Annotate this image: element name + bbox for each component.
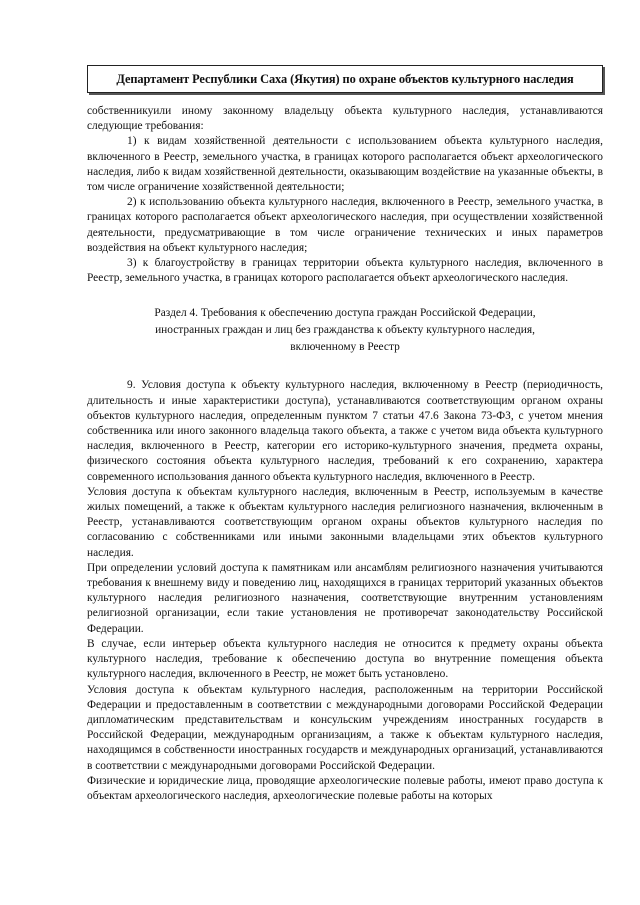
- paragraph-religious-access: Условия доступа к объектам культурного наследия, включенным в Реестр, используемым в качестве жилых помещений, а также к объектам культурного наследия религиозного назначения, включенным в Реестр, устанавливаются соответствующим органом охраны объектов культурного наследия по согласованию с собственниками или иными законными владельцами этих объектов культурного наследия.: [87, 485, 603, 559]
- paragraph-foreign-objects: Условия доступа к объектам культурного наследия, расположенным на территории Российской Федерации и предоставленным в соответствии с международными договорами Российской Федерации дипломатическим представительствам и консульским учреждениям иностранных государств в Российской Федерации, международным организациям, а также к объектам культурного наследия, находящимся в собственности иностранных государств и международных организаций, устанавливаются в соответствии с международными договорами Российской Федерации.: [87, 683, 603, 772]
- paragraph-interior: В случае, если интерьер объекта культурного наследия не относится к предмету охраны объекта культурного наследия, требование к обеспечению доступа во внутренние помещения объекта культурного наследия, включенного в Реестр, не может быть установлено.: [87, 637, 603, 681]
- document-body: [87, 104, 603, 804]
- header-box: [87, 65, 603, 93]
- paragraph-9: 9. Условия доступа к объекту культурного наследия, включенному в Реестр (периодичность, длительность и иные характеристики доступа), устанавливаются соответствующим органом охраны объектов культурного наследия, определенным пунктом 7 статьи 47.6 Закона 73-ФЗ, с учетом мнения собственника или иного законного владельца такого объекта, а также с учетом вида объекта культурного наследия, включенного в Реестр, категории его историко-культурного значения, предмета охраны, физического состояния объекта культурного наследия, требований к его сохранению, характера современного использования данного объекта культурного наследия, включенного в Реестр.: [87, 379, 603, 483]
- section-title: [87, 305, 603, 356]
- requirement-item-2: 2) к использованию объекта культурного наследия, включенного в Реестр, земельного участка, в границах которого располагается объект археологического наследия, при осуществлении хозяйственной деятельности, предусматривающие в том числе ограничение технических и иных параметров воздействия на объект культурного наследия;: [87, 196, 603, 254]
- header-title: Департамент Республики Саха (Якутия) по охране объектов культурного наследия: [116, 71, 574, 86]
- section-title-line: Раздел 4. Требования к обеспечению доступа граждан Российской Федерации,: [154, 307, 536, 320]
- section-title-line: включенному в Реестр: [290, 341, 400, 354]
- requirement-item-1: 1) к видам хозяйственной деятельности с использованием объекта культурного наследия, включенного в Реестр, земельного участка, в границах которого располагается объект археологического наследия, либо к видам хозяйственной деятельности, оказывающим воздействие на указанные объекты, в том числе ограничение хозяйственной деятельности;: [87, 135, 603, 194]
- paragraph-archaeological-works: Физические и юридические лица, проводящие археологические полевые работы, имеют право доступа к объектам археологического наследия, археологические полевые работы на которых: [87, 774, 603, 802]
- requirement-item-3: 3) к благоустройству в границах территории объекта культурного наследия, включенного в Реестр, земельного участка, в границах которого располагается объект археологического наследия.: [87, 257, 603, 285]
- paragraph-religious-ensembles: При определении условий доступа к памятникам или ансамблям религиозного назначения учитываются требования к внешнему виду и поведению лиц, находящихся в границах территорий указанных объектов культурного наследия религиозного назначения, соответствующие внутренним установлениям религиозной организации, если такие установления не противоречат законодательству Российской Федерации.: [87, 561, 603, 635]
- intro-paragraph: собственникуили иному законному владельцу объекта культурного наследия, устанавливаются следующие требования:: [87, 105, 603, 133]
- section-title-line: иностранных граждан и лиц без гражданства к объекту культурного наследия,: [155, 324, 535, 337]
